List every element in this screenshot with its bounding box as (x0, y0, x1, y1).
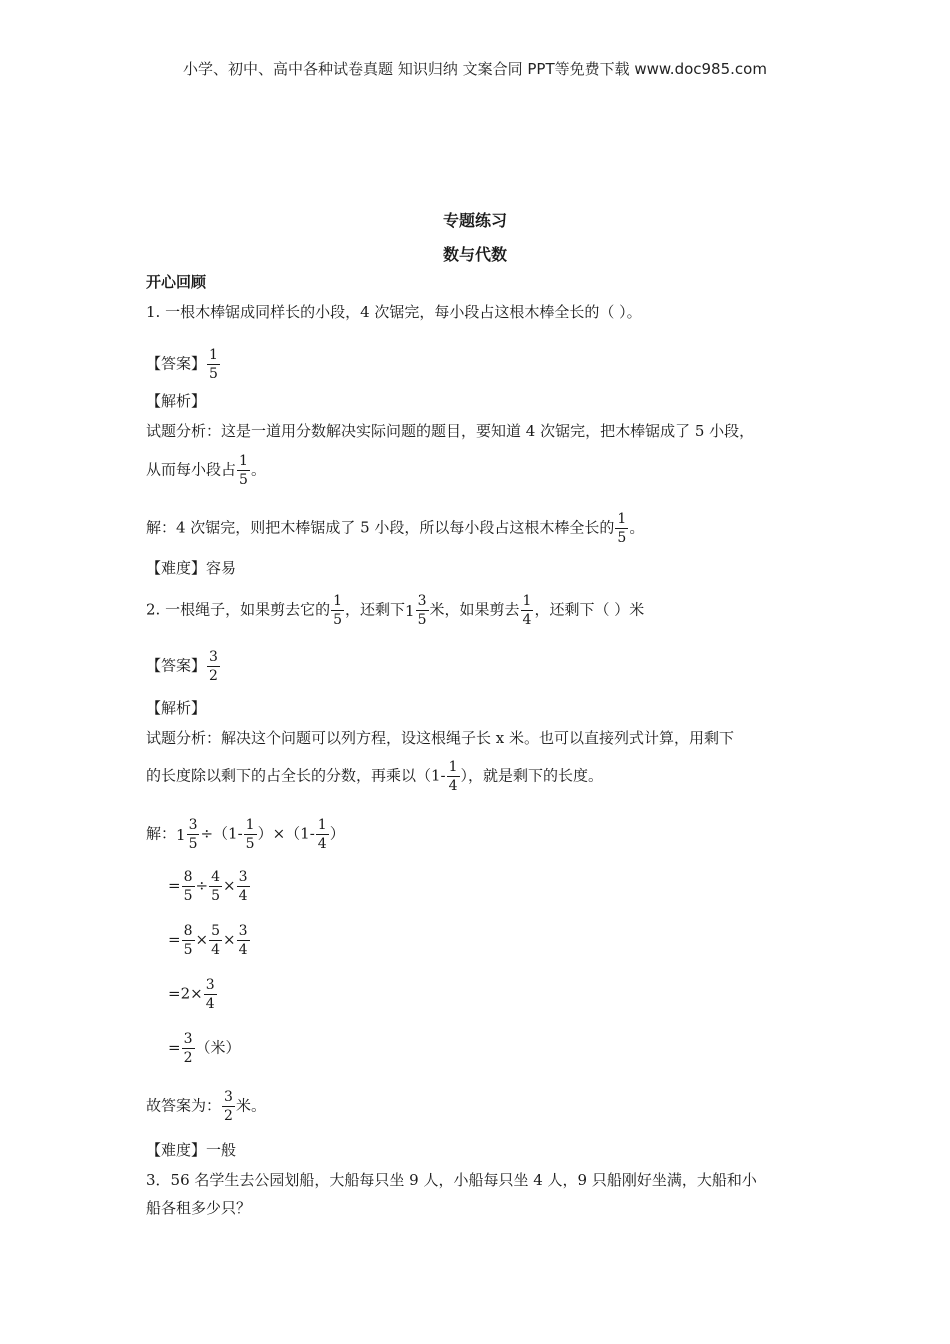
q1-question: 1. 一根木棒锯成同样长的小段，4 次锯完，每小段占这根木棒全长的（ ）。 (146, 303, 642, 321)
q1-analysis-line2: 从而每小段占 $\frac{1}{5}$ 。 (146, 453, 266, 488)
q3-question-line2: 船各租多少只？ (146, 1199, 252, 1217)
q1-solution-fraction: $\frac{1}{5}$ (617, 511, 627, 546)
q2-mixed-fraction: $\frac{3}{5}$ (417, 593, 427, 628)
q2-step4: =2× $\frac{3}{4}$ (168, 977, 215, 1012)
q2-step1: 解：1 $\frac{3}{5}$ ÷（1- $\frac{1}{5}$ ）×（1- $\frac{1}{4}$ ） (146, 817, 345, 852)
q2-fraction-cut2: $\frac{1}{4}$ (522, 593, 532, 628)
q1-analysis-line1: 试题分析：这是一道用分数解决实际问题的题目，要知道 4 次锯完，把木棒锯成了 5 小段， (146, 422, 755, 440)
difficulty-label: 【难度】 (146, 559, 207, 577)
q2-answer-fraction: $\frac{3}{2}$ (209, 649, 218, 684)
q1-answer-fraction: $\frac{1}{5}$ (209, 347, 218, 382)
q2-fraction-cut: $\frac{1}{5}$ (333, 593, 343, 628)
q2-analysis-line1: 试题分析：解决这个问题可以列方程，设这根绳子长 x 米。也可以直接列式计算，用剩下 (146, 729, 734, 747)
q2-step3: = $\frac{8}{5}$ × $\frac{5}{4}$ × $\frac{3}{4}$ (168, 923, 248, 958)
q2-step2: = $\frac{8}{5}$ ÷ $\frac{4}{5}$ × $\frac{3}{4}$ (168, 869, 248, 904)
q1-analysis-label: 【解析】 (146, 392, 207, 410)
page-title: 专题练习 (442, 211, 507, 230)
q2-answer: 【答案】 $\frac{3}{2}$ (146, 649, 218, 684)
q2-analysis-fraction: $\frac{1}{4}$ (448, 759, 458, 794)
q2-analysis-label: 【解析】 (146, 699, 207, 717)
q1-difficulty: 【难度】容易 (146, 559, 237, 577)
answer-label: 【答案】 (146, 354, 207, 373)
q2-conclusion: 故答案为： $\frac{3}{2}$ 米。 (146, 1089, 266, 1124)
q1-analysis-fraction: $\frac{1}{5}$ (239, 453, 248, 488)
q1-solution: 解：4 次锯完，则把木棒锯成了 5 小段，所以每小段占这根木棒全长的 $\frac{1}{5}$ 。 (146, 511, 645, 546)
q2-analysis-line2: 的长度除以剩下的占全长的分数，再乘以（1- $\frac{1}{4}$ ），就是剩下的长度。 (146, 759, 604, 794)
section-heading: 开心回顾 (146, 273, 207, 291)
q2-question: 2. 一根绳子，如果剪去它的 $\frac{1}{5}$ ，还剩下1 $\frac{3}{5}$ 米，如果剪去 $\frac{1}{4}$ ，还剩下（ ）米 (146, 593, 645, 628)
q3-question-line1: 3．56 名学生去公园划船，大船每只坐 9 人，小船每只坐 4 人，9 只船刚好坐满，大船和小 (146, 1171, 757, 1189)
page-subtitle: 数与代数 (442, 245, 507, 264)
q2-step5: = $\frac{3}{2}$ （米） (168, 1031, 241, 1066)
q2-conclusion-fraction: $\frac{3}{2}$ (224, 1089, 233, 1124)
q1-answer (146, 346, 221, 383)
q2-difficulty: 【难度】一般 (146, 1141, 237, 1159)
site-banner: 小学、初中、高中各种试卷真题 知识归纳 文案合同 PPT等免费下载 www.doc985.com (183, 60, 767, 78)
